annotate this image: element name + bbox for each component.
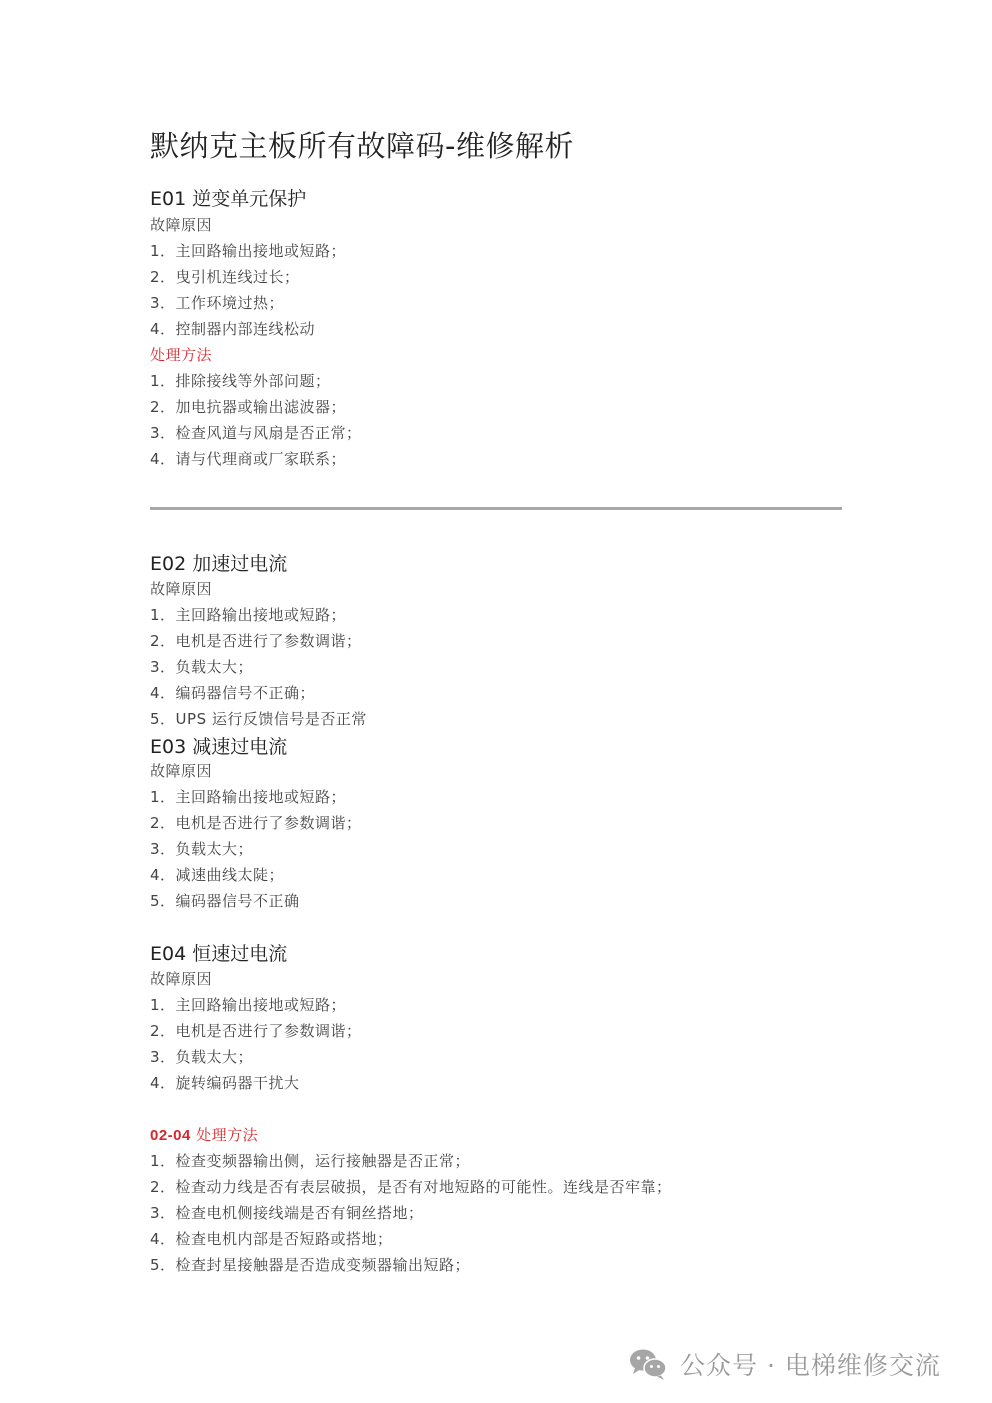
list-item: 4．请与代理商或厂家联系； xyxy=(150,450,347,468)
list-item: 3．负载太大； xyxy=(150,840,254,858)
page-title: 默纳克主板所有故障码-维修解析 xyxy=(150,129,574,163)
list-item: 3．工作环境过热； xyxy=(150,294,285,312)
cause-label: 故障原因 xyxy=(150,970,213,988)
list-item: 1．检查变频器输出侧，运行接触器是否正常； xyxy=(150,1152,471,1170)
list-item: 3．检查风道与风扇是否正常； xyxy=(150,424,362,442)
list-item: 5．编码器信号不正确 xyxy=(150,892,300,910)
cause-label: 故障原因 xyxy=(150,216,213,234)
list-item: 2．电机是否进行了参数调谐； xyxy=(150,1022,362,1040)
cause-label: 故障原因 xyxy=(150,580,213,598)
list-item: 2．检查动力线是否有表层破损，是否有对地短路的可能性。连线是否牢靠； xyxy=(150,1178,672,1196)
list-item: 1．排除接线等外部问题； xyxy=(150,372,331,390)
list-item: 3．负载太大； xyxy=(150,658,254,676)
code-range: 02-04 xyxy=(150,1127,191,1144)
cause-label: 故障原因 xyxy=(150,762,213,780)
list-item: 1．主回路输出接地或短路； xyxy=(150,996,347,1014)
method-label: 处理方法 xyxy=(150,346,213,364)
divider xyxy=(150,507,842,510)
list-item: 4．减速曲线太陡； xyxy=(150,866,285,884)
watermark-text: 公众号 · 电梯维修交流 xyxy=(680,1351,941,1380)
list-item: 2．电机是否进行了参数调谐； xyxy=(150,632,362,650)
list-item: 5．检查封星接触器是否造成变频器输出短路； xyxy=(150,1256,471,1274)
list-item: 4．控制器内部连线松动 xyxy=(150,320,316,338)
list-item: 2．加电抗器或输出滤波器； xyxy=(150,398,347,416)
list-item: 2．电机是否进行了参数调谐； xyxy=(150,814,362,832)
list-item: 3．负载太大； xyxy=(150,1048,254,1066)
list-item: 5．UPS 运行反馈信号是否正常 xyxy=(150,710,367,728)
section-heading-e01: E01 逆变单元保护 xyxy=(150,188,307,210)
section-heading-e02: E02 加速过电流 xyxy=(150,553,288,575)
method-heading-0204 xyxy=(150,1124,258,1145)
list-item: 1．主回路输出接地或短路； xyxy=(150,788,347,806)
list-item: 4．检查电机内部是否短路或搭地； xyxy=(150,1230,393,1248)
section-heading-e03: E03 减速过电流 xyxy=(150,736,288,758)
list-item: 3．检查电机侧接线端是否有铜丝搭地； xyxy=(150,1204,424,1222)
section-heading-e04: E04 恒速过电流 xyxy=(150,943,288,965)
list-item: 4．编码器信号不正确； xyxy=(150,684,316,702)
list-item: 1．主回路输出接地或短路； xyxy=(150,242,347,260)
list-item: 2．曳引机连线过长； xyxy=(150,268,300,286)
watermark xyxy=(628,1346,941,1382)
method-label: 处理方法 xyxy=(196,1126,259,1144)
list-item: 4．旋转编码器干扰大 xyxy=(150,1074,300,1092)
list-item: 1．主回路输出接地或短路； xyxy=(150,606,347,624)
wechat-icon xyxy=(628,1347,668,1381)
